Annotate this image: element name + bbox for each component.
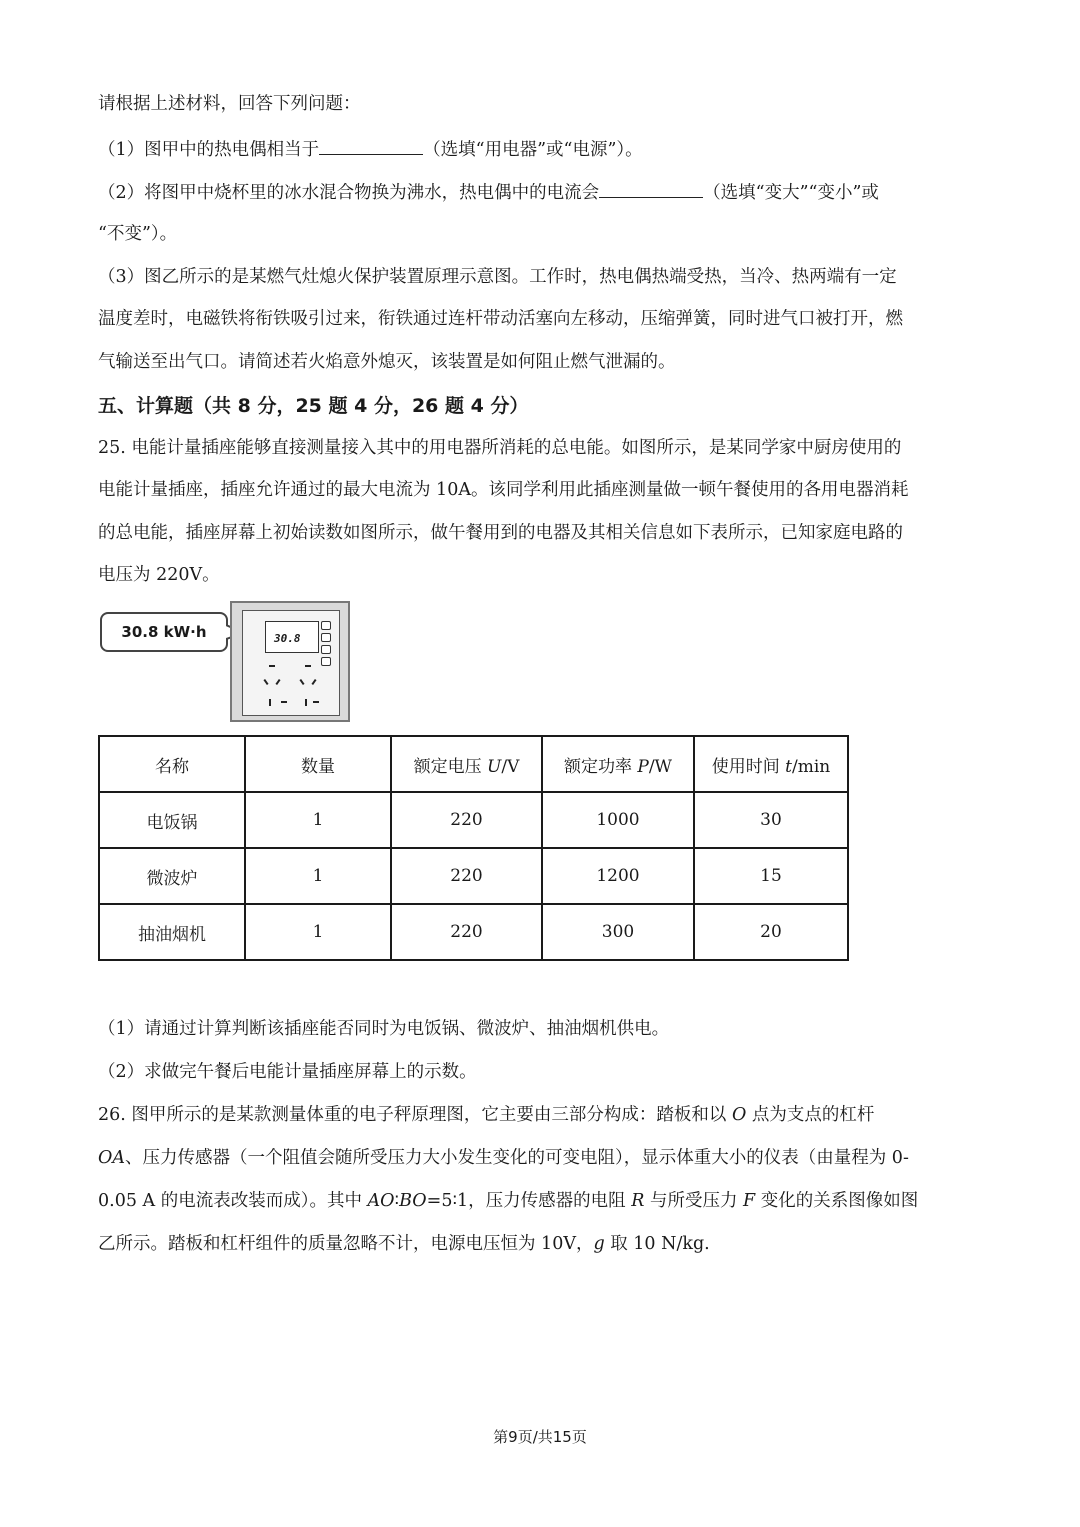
q26-line4: 乙所示。踏板和杠杆组件的质量忽略不计，电源电压恒为 10V，g 取 10 N/kg. xyxy=(98,1234,710,1254)
page-number: 第9页/共15页 xyxy=(493,1428,587,1446)
q25-sub1: （1）请通过计算判断该插座能否同时为电饭锅、微波炉、抽油烟机供电。 xyxy=(98,1019,670,1039)
q26-line3: 0.05 A 的电流表改装而成）。其中 AO∶BO=5∶1，压力传感器的电阻 R 与所受压力 F 变化的关系图像如图 xyxy=(98,1191,919,1211)
table-cell: 20 xyxy=(694,904,848,960)
q3-line3: 气输送至出气口。请简述若火焰意外熄灭，该装置是如何阻止燃气泄漏的。 xyxy=(98,352,676,372)
screen-reading: 30.8 xyxy=(274,632,301,645)
q26-line1: 26. 图甲所示的是某款测量体重的电子秤原理图，它主要由三部分构成：踏板和以 O 点为支点的杠杆 xyxy=(98,1105,875,1125)
section-title: 五、计算题（共 8 分，25 题 4 分，26 题 4 分） xyxy=(98,395,529,417)
table-cell: 300 xyxy=(542,904,694,960)
table-cell: 220 xyxy=(391,848,542,904)
question-2 xyxy=(98,179,978,205)
q2-options: （选填“变大”“变小”或 xyxy=(703,183,879,203)
table-cell: 微波炉 xyxy=(99,848,245,904)
socket-face xyxy=(242,610,340,716)
table-header-row xyxy=(99,736,848,792)
socket-outlets xyxy=(261,657,323,712)
table-cell: 1 xyxy=(245,792,391,848)
table-cell: 220 xyxy=(391,904,542,960)
table-cell: 220 xyxy=(391,792,542,848)
question-1 xyxy=(98,136,978,162)
header-power: 额定功率 P/W xyxy=(542,736,694,792)
q25-sub2: （2）求做完午餐后电能计量插座屏幕上的示数。 xyxy=(98,1062,477,1082)
q25-line2: 电能计量插座，插座允许通过的最大电流为 10A。该同学利用此插座测量做一顿午餐使用的各用电器消耗 xyxy=(98,480,909,500)
power-socket xyxy=(230,601,350,722)
appliance-table xyxy=(98,735,849,961)
header-name: 名称 xyxy=(99,736,245,792)
table-cell: 1 xyxy=(245,904,391,960)
table-row xyxy=(99,792,848,848)
table-cell: 15 xyxy=(694,848,848,904)
q1-options: （选填“用电器”或“电源”）。 xyxy=(423,140,643,160)
answer-blank[interactable] xyxy=(599,179,703,198)
q3-line1: （3）图乙所示的是某燃气灶熄火保护装置原理示意图。工作时，热电偶热端受热，当冷、热两端有一定 xyxy=(98,267,897,287)
header-voltage: 额定电压 U/V xyxy=(391,736,542,792)
q2-continued: “不变”）。 xyxy=(98,224,178,244)
q2-text: （2）将图甲中烧杯里的冰水混合物换为沸水，热电偶中的电流会 xyxy=(98,183,600,203)
intro-text: 请根据上述材料，回答下列问题： xyxy=(98,94,361,114)
table-row xyxy=(99,848,848,904)
header-time: 使用时间 t/min xyxy=(694,736,848,792)
q25-line1: 25. 电能计量插座能够直接测量接入其中的用电器所消耗的总电能。如图所示，是某同学家中厨房使用的 xyxy=(98,438,902,458)
q25-line3: 的总电能，插座屏幕上初始读数如图所示，做午餐用到的电器及其相关信息如下表所示，已知家庭电路的 xyxy=(98,523,903,543)
q26-line2: OA、压力传感器（一个阻值会随所受压力大小发生变化的可变电阻），显示体重大小的仪表（由量程为 0- xyxy=(98,1148,909,1168)
table-cell: 30 xyxy=(694,792,848,848)
q1-text: （1）图甲中的热电偶相当于 xyxy=(98,140,320,160)
table-cell: 电饭锅 xyxy=(99,792,245,848)
table-cell: 1000 xyxy=(542,792,694,848)
table-cell: 1 xyxy=(245,848,391,904)
reading-callout: 30.8 kW·h xyxy=(100,612,228,652)
header-quantity: 数量 xyxy=(245,736,391,792)
table-row xyxy=(99,904,848,960)
answer-blank[interactable] xyxy=(319,136,423,155)
socket-screen xyxy=(265,621,319,653)
table-cell: 抽油烟机 xyxy=(99,904,245,960)
table-cell: 1200 xyxy=(542,848,694,904)
q25-line4: 电压为 220V。 xyxy=(98,565,220,585)
q3-line2: 温度差时，电磁铁将衔铁吸引过来，衔铁通过连杆带动活塞向左移动，压缩弹簧，同时进气口被打开，燃 xyxy=(98,309,903,329)
socket-figure xyxy=(100,601,352,725)
